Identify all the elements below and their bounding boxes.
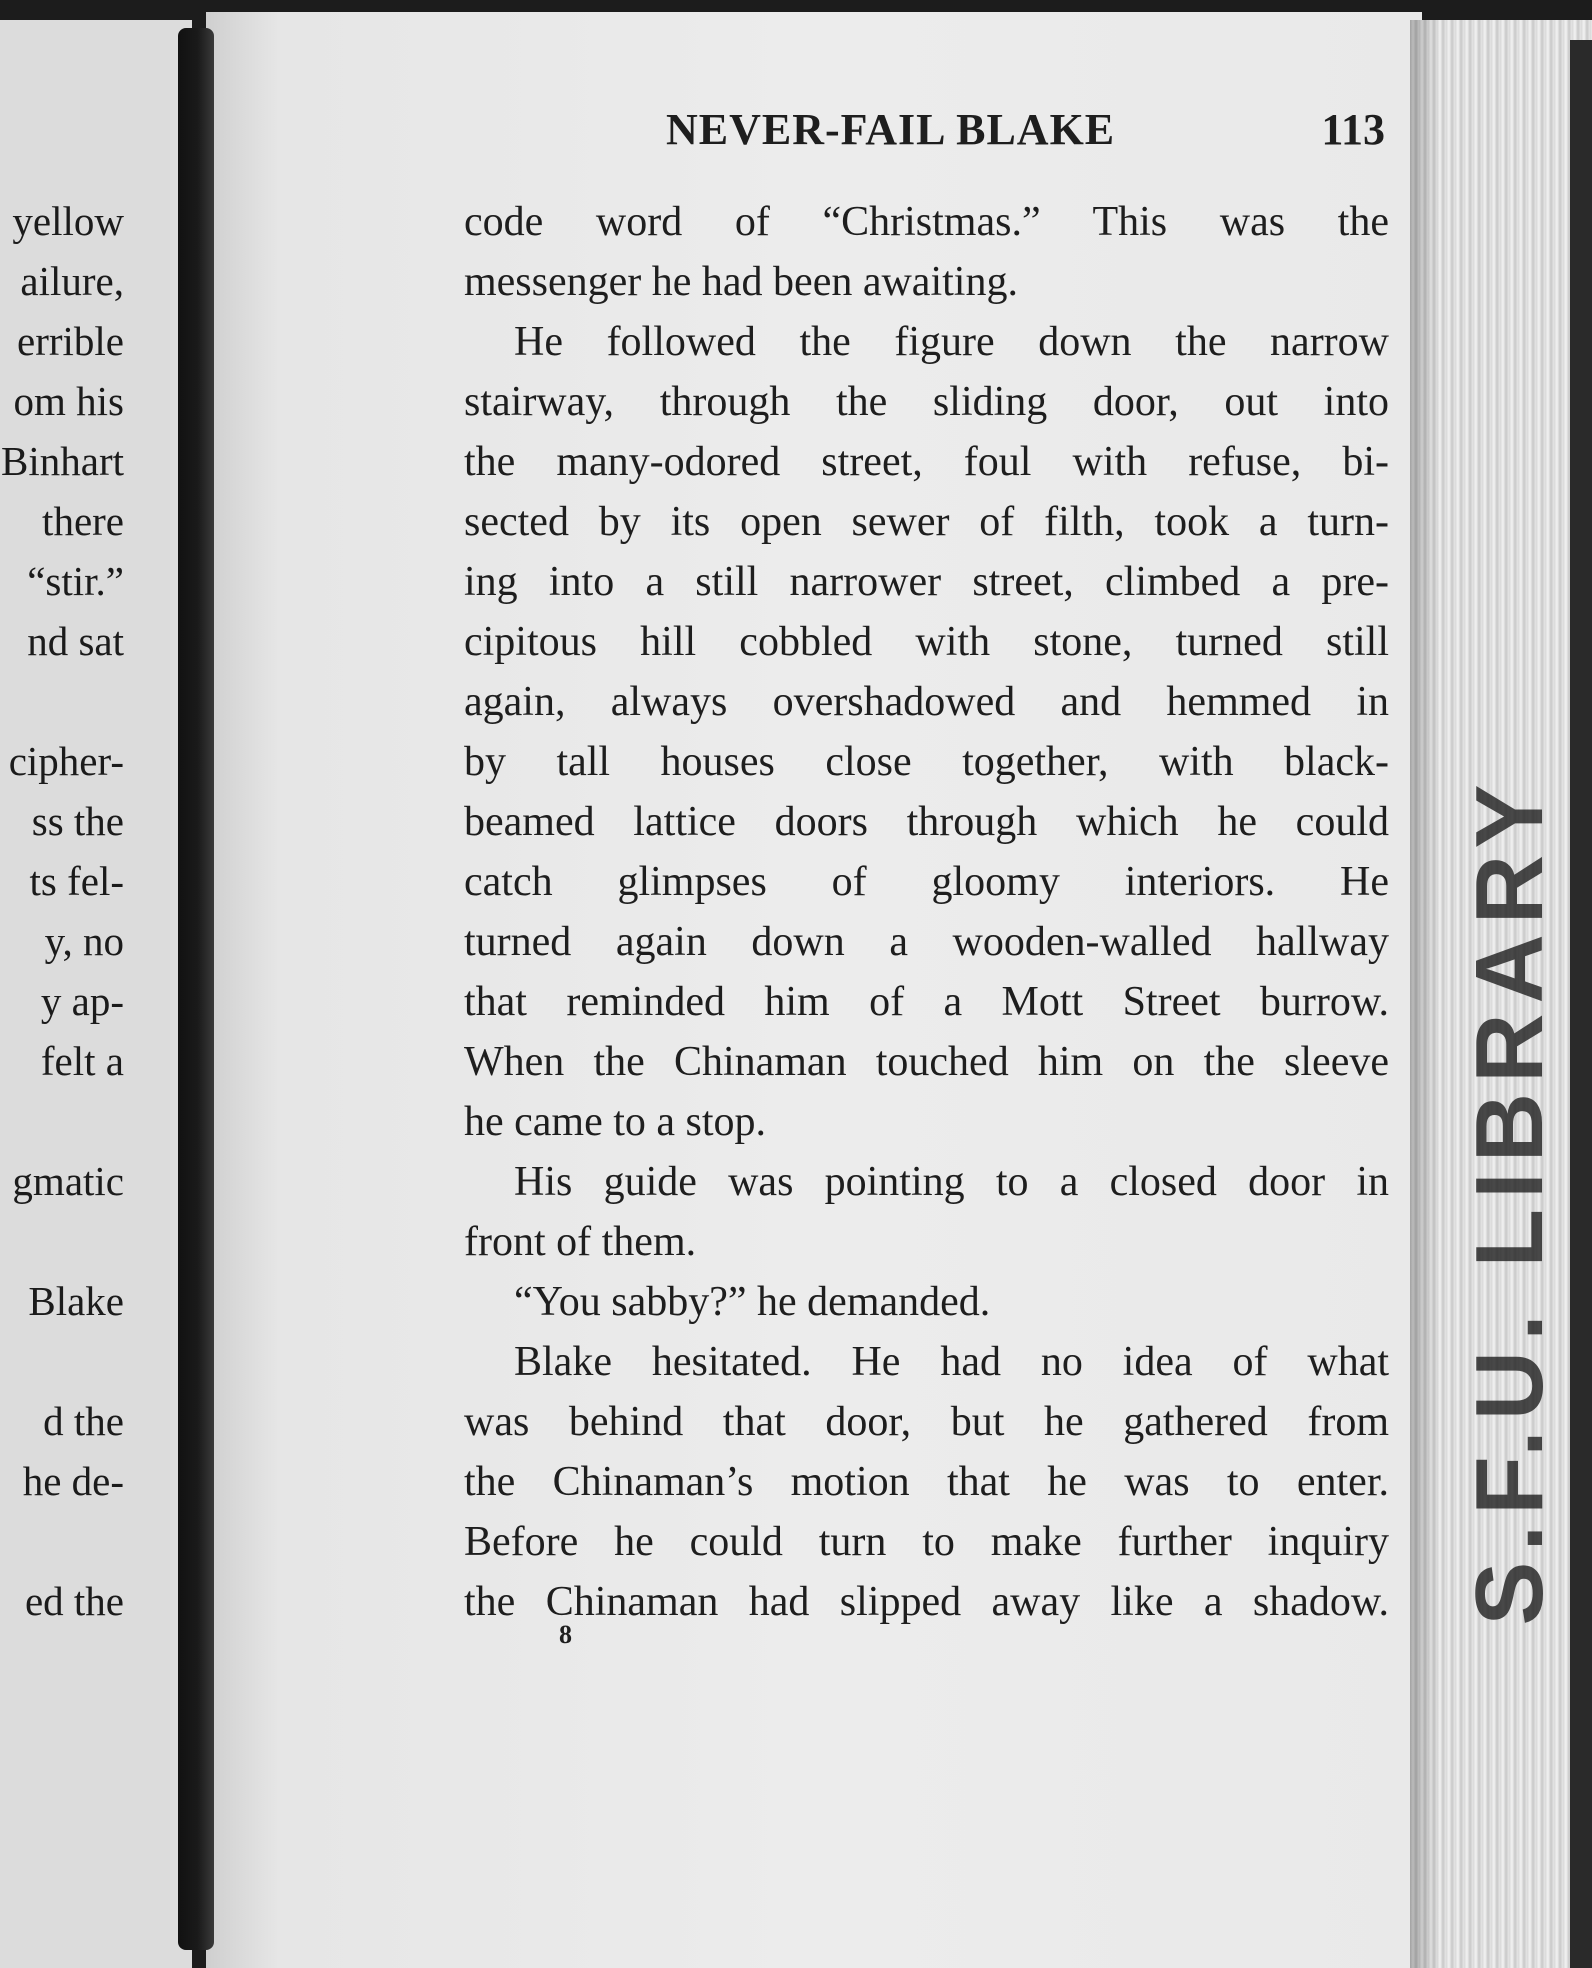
previous-page-line: there — [42, 498, 124, 544]
text-line: stairway, through the sliding door, out into — [464, 379, 1389, 425]
previous-page-line: om his — [13, 378, 124, 424]
text-line: the many-odored street, foul with refuse, bi- — [464, 439, 1389, 485]
previous-page-line: ss the — [31, 798, 124, 844]
previous-page-line: d the — [43, 1398, 124, 1444]
previous-page-line: ed the — [24, 1578, 124, 1624]
book-cover-edge — [1570, 40, 1592, 1968]
previous-page-line: ailure, — [20, 258, 124, 304]
text-line: the Chinaman’s motion that he was to enter. — [464, 1459, 1389, 1505]
previous-page-line: nd sat — [27, 618, 124, 664]
text-line: front of them. — [464, 1219, 697, 1265]
text-line: sected by its open sewer of filth, took a turn- — [464, 499, 1389, 545]
text-line: turned again down a wooden-walled hallway — [464, 919, 1389, 965]
page-edges-shadow — [1410, 20, 1440, 1968]
previous-page-line: “stir.” — [27, 558, 124, 604]
text-line: cipitous hill cobbled with stone, turned still — [464, 619, 1389, 665]
previous-page-line: cipher- — [8, 738, 124, 784]
previous-page-line: gmatic — [12, 1158, 124, 1204]
previous-page-line: Binhart — [1, 438, 124, 484]
previous-page-line: Blake — [28, 1278, 124, 1324]
text-line: His guide was pointing to a closed door in — [514, 1159, 1389, 1205]
previous-page-line: he de- — [22, 1458, 124, 1504]
text-line: that reminded him of a Mott Street burrow. — [464, 979, 1389, 1025]
previous-page-line: ts fel- — [29, 858, 124, 904]
text-line: again, always overshadowed and hemmed in — [464, 679, 1389, 725]
previous-page-line: y ap- — [40, 978, 124, 1024]
book-gutter — [178, 28, 214, 1950]
text-line: When the Chinaman touched him on the sleeve — [464, 1039, 1389, 1085]
library-stamp: S.F.U. LIBRARY — [1456, 774, 1563, 1626]
text-line: code word of “Christmas.” This was the — [464, 199, 1389, 245]
text-line: the Chinaman had slipped away like a shadow. — [464, 1579, 1389, 1625]
previous-page-line: y, no — [44, 918, 124, 964]
text-line: was behind that door, but he gathered from — [464, 1399, 1389, 1445]
text-line: messenger he had been awaiting. — [464, 259, 1018, 305]
text-line: he came to a stop. — [464, 1099, 767, 1145]
text-line: beamed lattice doors through which he could — [464, 799, 1389, 845]
text-line: Blake hesitated. He had no idea of what — [514, 1339, 1389, 1385]
book-page — [206, 12, 1422, 1968]
page-number: 113 — [1321, 105, 1385, 154]
previous-page-line: errible — [17, 318, 124, 364]
text-line: by tall houses close together, with black- — [464, 739, 1389, 785]
previous-page-line: yellow — [12, 198, 124, 244]
text-line: ing into a still narrower street, climbed a pre- — [464, 559, 1389, 605]
text-line: Before he could turn to make further inquiry — [464, 1519, 1389, 1565]
running-head — [460, 104, 1389, 160]
previous-page — [0, 20, 192, 1968]
text-line: He followed the figure down the narrow — [514, 319, 1389, 365]
text-line: “You sabby?” he demanded. — [514, 1279, 991, 1325]
body-text — [464, 192, 1389, 1632]
text-line: catch glimpses of gloomy interiors. He — [464, 859, 1389, 905]
running-title: NEVER-FAIL BLAKE — [666, 105, 1116, 154]
signature-mark: 8 — [559, 1620, 572, 1649]
previous-page-line: felt a — [40, 1038, 124, 1084]
